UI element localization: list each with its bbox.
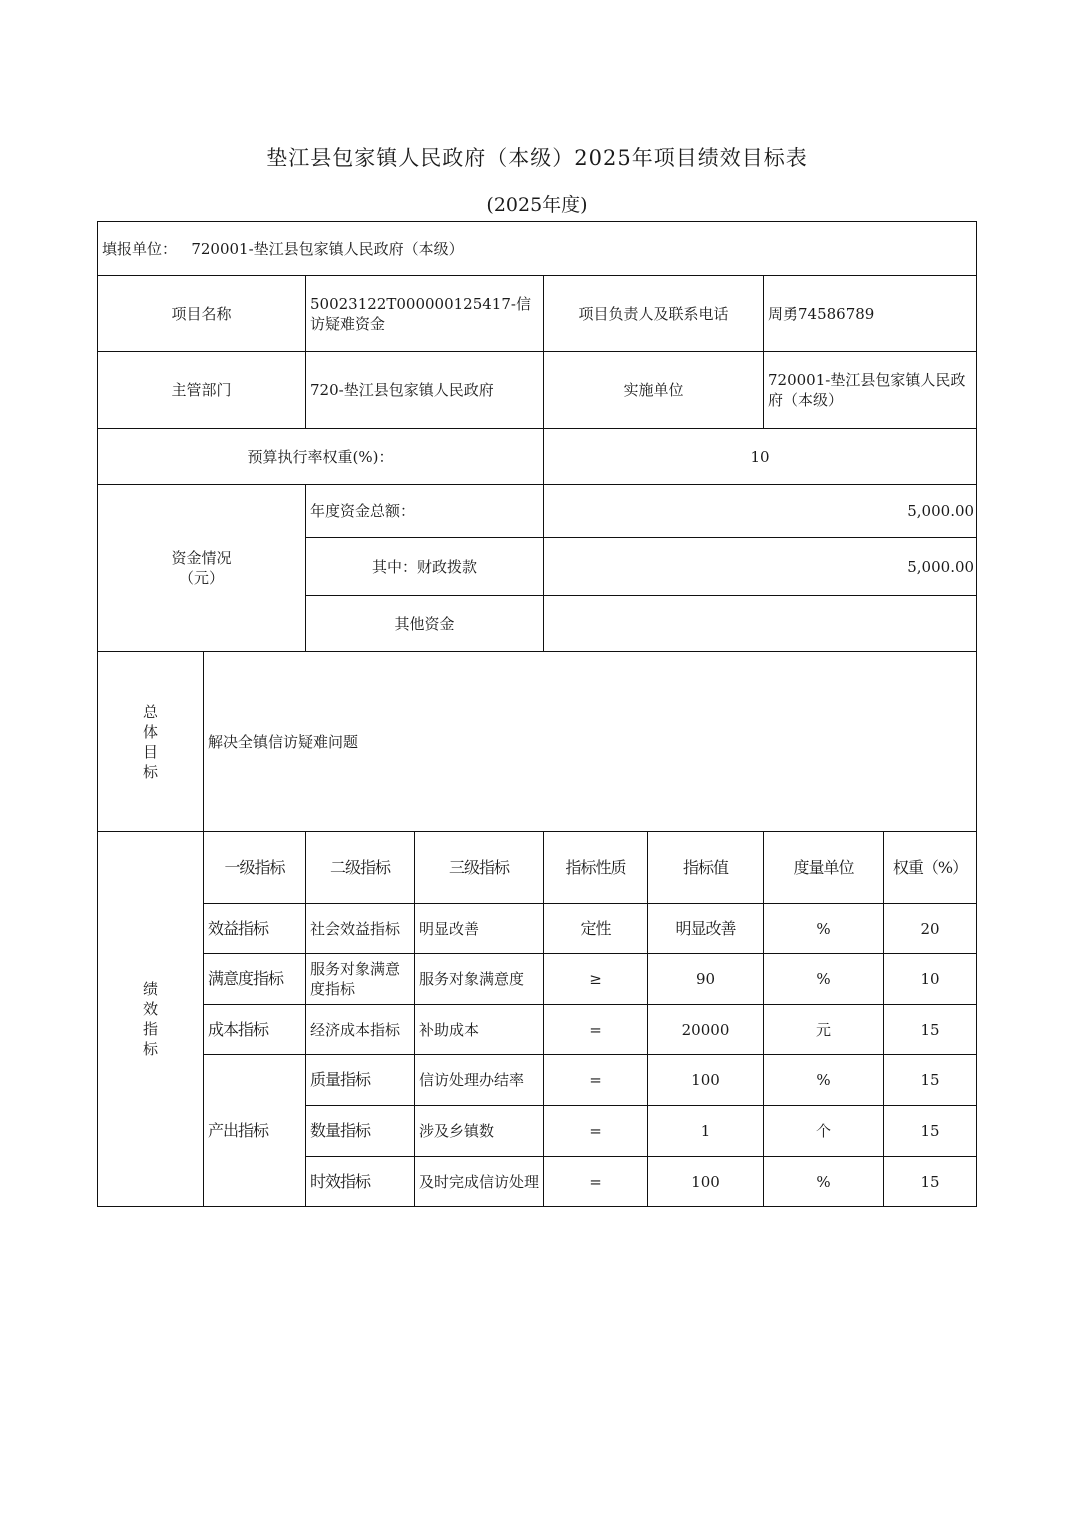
indicator-weight: 10 [884,954,977,1005]
indicator-weight: 15 [884,1005,977,1055]
reporting-unit-cell [98,222,977,276]
indicator-level2: 质量指标 [306,1055,415,1106]
header-value: 指标值 [648,832,764,904]
reporting-unit-row [98,222,977,276]
indicator-row [98,1005,977,1055]
indicator-level1: 效益指标 [204,904,306,954]
indicator-level1: 产出指标 [204,1055,306,1207]
header-nature: 指标性质 [544,832,648,904]
other-funds-value [544,596,977,652]
header-level2: 二级指标 [306,832,415,904]
indicator-row [98,954,977,1005]
indicator-weight: 15 [884,1106,977,1157]
header-level1: 一级指标 [204,832,306,904]
header-unit: 度量单位 [764,832,884,904]
indicator-level3: 信访处理办结率 [415,1055,544,1106]
indicator-header-row [98,832,977,904]
funds-label-line1: 资金情况 [171,549,232,567]
overall-goal-char: 标 [142,762,158,781]
indicator-unit: % [764,954,884,1005]
indicator-value: 100 [648,1055,764,1106]
indicator-unit: % [764,1055,884,1106]
budget-weight-label: 预算执行率权重(%)： [98,429,544,485]
funds-label [98,485,306,652]
fiscal-value: 5,000.00 [544,538,977,596]
indicator-level3: 涉及乡镇数 [415,1106,544,1157]
implementing-unit-value: 720001-垫江县包家镇人民政府（本级） [764,352,977,429]
project-row [98,276,977,352]
indicator-nature: = [544,1055,648,1106]
indicator-level2: 时效指标 [306,1157,415,1207]
project-name-value: 50023122T000000125417-信访疑难资金 [306,276,544,352]
indicator-level3: 服务对象满意度 [415,954,544,1005]
fiscal-label: 其中：财政拨款 [306,538,544,596]
document-subtitle: (2025年度) [486,194,588,216]
indicator-nature: = [544,1157,648,1207]
indicator-value: 1 [648,1106,764,1157]
indicator-value: 明显改善 [648,904,764,954]
header-weight: 权重（%） [884,832,977,904]
indicator-level2: 经济成本指标 [306,1005,415,1055]
indicator-weight: 15 [884,1157,977,1207]
perf-label-char: 效 [142,1000,158,1018]
indicator-unit: % [764,1157,884,1207]
indicator-weight: 15 [884,1055,977,1106]
indicator-level2: 服务对象满意度指标 [306,954,415,1005]
indicator-level3: 补助成本 [415,1005,544,1055]
annual-total-label: 年度资金总额： [306,485,544,538]
perf-label-char: 绩 [142,980,158,998]
indicator-nature: = [544,1106,648,1157]
overall-goal-row [98,652,977,832]
overall-goal-char: 总 [142,702,158,721]
overall-goal-char: 体 [142,722,158,741]
annual-total-row [98,485,977,538]
indicator-nature: ≥ [544,954,648,1005]
overall-goal-label [98,652,204,832]
indicator-level2: 社会效益指标 [306,904,415,954]
indicator-level1: 成本指标 [204,1005,306,1055]
project-lead-value: 周勇74586789 [764,276,977,352]
implementing-unit-label: 实施单位 [544,352,764,429]
indicator-value: 90 [648,954,764,1005]
indicator-value: 20000 [648,1005,764,1055]
indicator-weight: 20 [884,904,977,954]
performance-indicator-label [98,832,204,1207]
project-lead-label: 项目负责人及联系电话 [544,276,764,352]
indicator-level3: 及时完成信访处理 [415,1157,544,1207]
budget-weight-value: 10 [544,429,977,485]
indicator-level3: 明显改善 [415,904,544,954]
department-value: 720-垫江县包家镇人民政府 [306,352,544,429]
perf-label-char: 指 [142,1020,158,1038]
header-level3: 三级指标 [415,832,544,904]
reporting-unit-label: 填报单位： [102,239,178,258]
annual-total-value: 5,000.00 [544,485,977,538]
indicator-nature: 定性 [544,904,648,954]
overall-goal-value: 解决全镇信访疑难问题 [204,652,977,832]
indicator-level1: 满意度指标 [204,954,306,1005]
indicator-unit: 元 [764,1005,884,1055]
indicator-value: 100 [648,1157,764,1207]
funds-label-line2: （元） [178,569,224,587]
indicator-unit: % [764,904,884,954]
department-row [98,352,977,429]
budget-weight-row [98,429,977,485]
department-label: 主管部门 [98,352,306,429]
document-title: 垫江县包家镇人民政府（本级）2025年项目绩效目标表 [266,146,808,170]
indicator-nature: = [544,1005,648,1055]
indicator-row [98,1055,977,1106]
reporting-unit-value: 720001-垫江县包家镇人民政府（本级） [191,239,464,258]
indicator-row [98,904,977,954]
perf-label-char: 标 [142,1040,158,1058]
indicator-level2: 数量指标 [306,1106,415,1157]
project-name-label: 项目名称 [98,276,306,352]
other-funds-label: 其他资金 [306,596,544,652]
performance-target-table [97,221,977,1207]
overall-goal-char: 目 [142,742,158,761]
indicator-unit: 个 [764,1106,884,1157]
